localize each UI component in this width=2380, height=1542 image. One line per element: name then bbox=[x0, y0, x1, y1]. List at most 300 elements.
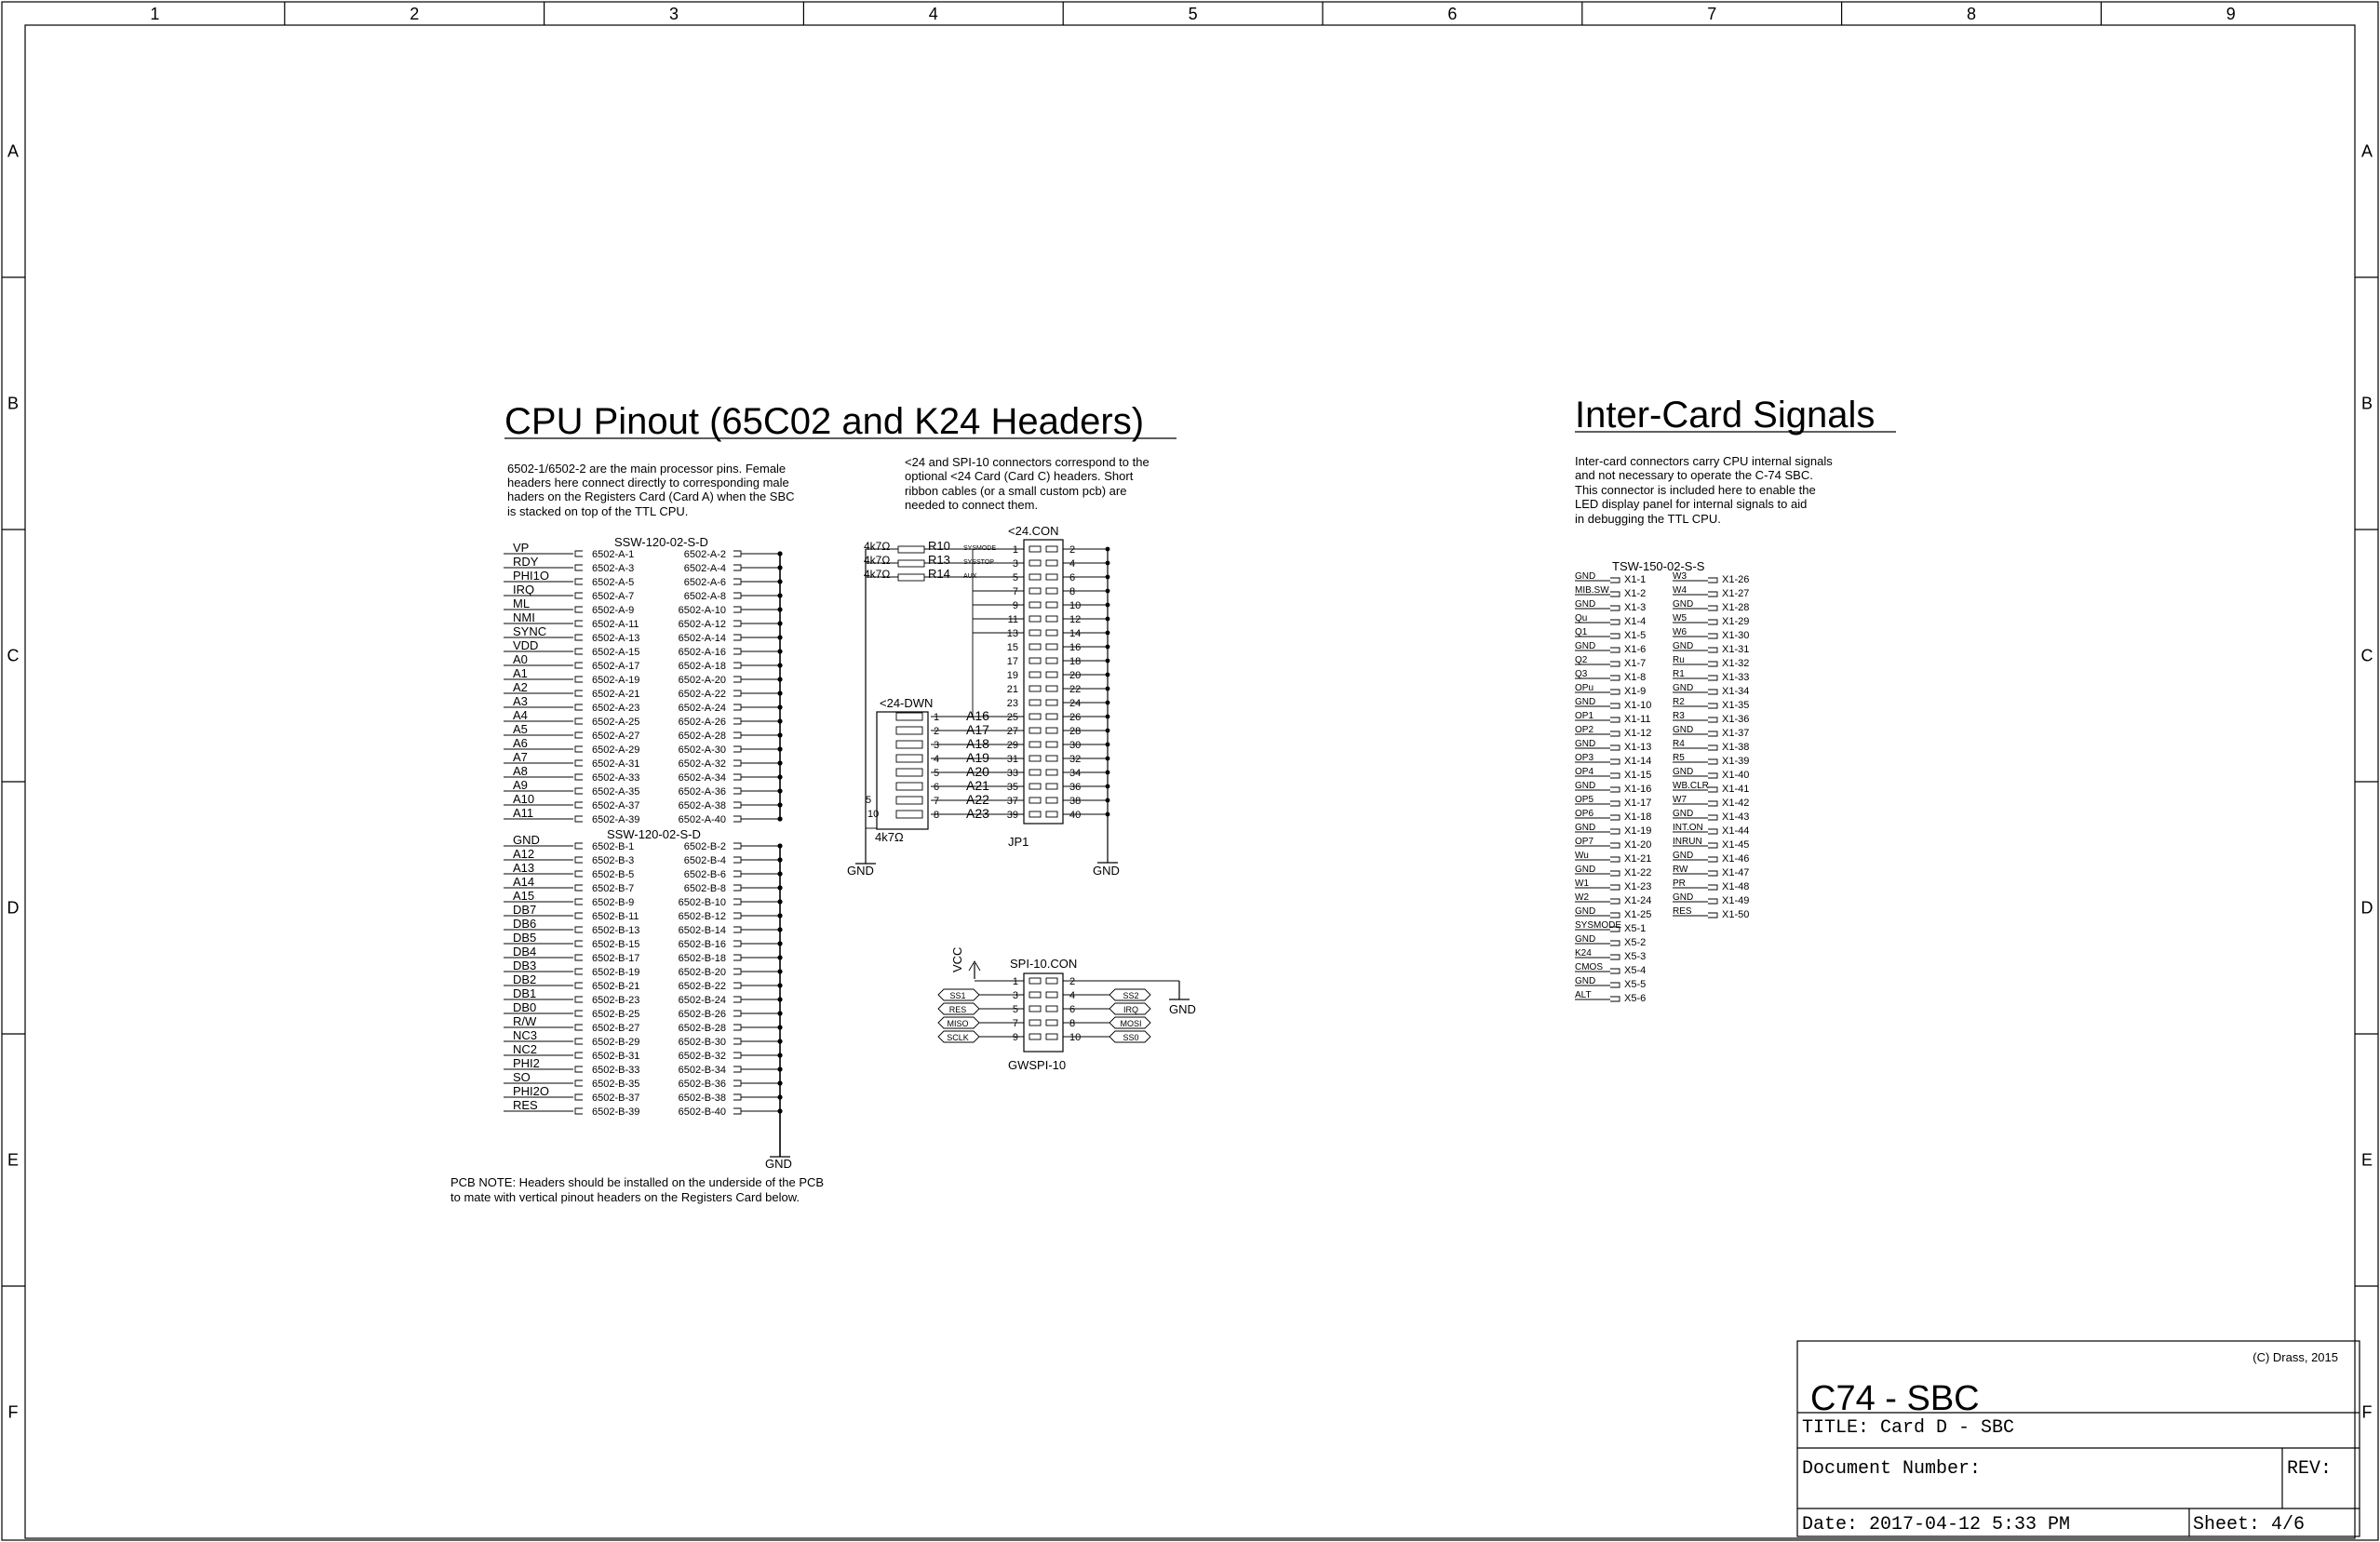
pin-number: 4 bbox=[1069, 990, 1076, 1001]
port-arrow bbox=[575, 1025, 583, 1030]
dwn-extra-pin: 5 bbox=[866, 795, 872, 806]
pin-number: 34 bbox=[1069, 768, 1082, 779]
signal-label: SYSMODE bbox=[1575, 920, 1622, 931]
port-arrow bbox=[1708, 857, 1717, 862]
resistor-body bbox=[898, 560, 924, 567]
port-arrow bbox=[575, 732, 583, 738]
port-arrow bbox=[1708, 606, 1717, 610]
junction-dot bbox=[777, 621, 782, 625]
pin-socket bbox=[1046, 658, 1057, 664]
outer-border bbox=[2, 2, 2378, 1540]
vcc-label: VCC bbox=[950, 946, 964, 972]
pin-socket bbox=[1029, 798, 1041, 803]
port-arrow bbox=[733, 704, 741, 710]
resistor-body bbox=[896, 755, 922, 762]
port-arrow bbox=[575, 607, 583, 612]
port-arrow bbox=[1610, 717, 1620, 722]
pin-number: 9 bbox=[1012, 1032, 1018, 1043]
address-label: A17 bbox=[966, 722, 989, 737]
pin-socket bbox=[1029, 1020, 1041, 1026]
port-arrow bbox=[733, 899, 741, 905]
pin-number: 3 bbox=[934, 740, 940, 751]
port-arrow bbox=[733, 635, 741, 640]
signal-label: R5 bbox=[1673, 753, 1685, 763]
signal-label: OP1 bbox=[1575, 711, 1594, 721]
port-arrow bbox=[575, 551, 583, 556]
inter-title: Inter-Card Signals bbox=[1575, 395, 1876, 436]
port-arrow bbox=[1708, 885, 1717, 890]
pcb-note-line: to mate with vertical pinout headers on the Registers Card below. bbox=[450, 1190, 800, 1204]
signal-label: GND bbox=[1575, 906, 1596, 917]
pin-label: 6502-A-12 bbox=[678, 619, 726, 630]
pin-label: 6502-A-5 bbox=[592, 577, 635, 588]
cpu-note-line: is stacked on top of the TTL CPU. bbox=[507, 504, 689, 518]
pin-number: 8 bbox=[1069, 586, 1076, 597]
signal-label: GND bbox=[1673, 851, 1694, 861]
pin-number: 13 bbox=[1006, 628, 1018, 639]
pin-socket bbox=[1029, 616, 1041, 622]
pin-number: 4 bbox=[934, 754, 940, 765]
signal-label: A1 bbox=[513, 666, 528, 680]
pin-label: 6502-A-16 bbox=[678, 647, 726, 658]
address-label: A18 bbox=[966, 736, 989, 751]
port-arrow bbox=[575, 718, 583, 724]
pin-socket bbox=[1046, 546, 1057, 552]
signal-label: R1 bbox=[1673, 669, 1685, 679]
pin-label: X5-6 bbox=[1624, 993, 1647, 1004]
pin-label: 6502-B-37 bbox=[592, 1093, 640, 1104]
inter-part: TSW-150-02-S-S bbox=[1612, 559, 1705, 573]
signal-label: OP5 bbox=[1575, 795, 1594, 805]
pin-label: 6502-B-24 bbox=[678, 995, 726, 1006]
port-arrow bbox=[733, 1025, 741, 1030]
pin-socket bbox=[1029, 756, 1041, 761]
header-6502-b bbox=[504, 833, 790, 1157]
port-arrow bbox=[575, 997, 583, 1002]
signal-label: OP7 bbox=[1575, 837, 1594, 847]
port-arrow bbox=[733, 885, 741, 891]
pin-number: 16 bbox=[1069, 642, 1082, 653]
pin-number: 3 bbox=[1012, 990, 1018, 1001]
pin-socket bbox=[1029, 574, 1041, 580]
signal-label: Q3 bbox=[1575, 669, 1588, 679]
pin-label: 6502-A-30 bbox=[678, 744, 726, 756]
junction-dot bbox=[777, 1094, 782, 1099]
signal-label: A2 bbox=[513, 680, 528, 694]
port-arrow bbox=[733, 760, 741, 766]
signal-label: RDY bbox=[513, 555, 539, 569]
pin-label: 6502-A-1 bbox=[592, 549, 635, 560]
signal-label: GND bbox=[1673, 892, 1694, 903]
port-arrow bbox=[575, 1094, 583, 1100]
address-label: A16 bbox=[966, 708, 989, 723]
signal-label: DB2 bbox=[513, 972, 537, 986]
pin-label: X1-29 bbox=[1722, 616, 1750, 627]
signal-label: Wu bbox=[1575, 851, 1589, 861]
port-arrow bbox=[1610, 634, 1620, 638]
pin-label: X1-50 bbox=[1722, 909, 1750, 920]
net-label: SYSMODE bbox=[963, 545, 997, 552]
signal-label: W1 bbox=[1575, 878, 1589, 889]
pin-socket bbox=[1046, 714, 1057, 719]
resistor-body bbox=[896, 727, 922, 734]
inner-border bbox=[25, 25, 2355, 1538]
pin-label: 6502-A-8 bbox=[683, 591, 726, 602]
pin-number: 11 bbox=[1007, 614, 1018, 625]
port-arrow bbox=[733, 1053, 741, 1058]
signal-label: SYNC bbox=[513, 624, 547, 638]
port-arrow bbox=[1708, 913, 1717, 918]
resistor-body bbox=[896, 713, 922, 720]
signal-label: GND bbox=[1673, 767, 1694, 777]
signal-label: R4 bbox=[1673, 739, 1685, 749]
signal-label: R2 bbox=[1673, 697, 1685, 707]
port-arrow bbox=[575, 746, 583, 752]
signal-label: IRQ bbox=[513, 583, 535, 597]
signal-label: INT.ON bbox=[1673, 823, 1703, 833]
signal-label: RES bbox=[1673, 906, 1692, 917]
pin-label: 6502-B-10 bbox=[678, 897, 726, 908]
pin-label: X1-41 bbox=[1722, 784, 1750, 795]
column-label: 2 bbox=[410, 5, 420, 23]
port-arrow bbox=[1610, 606, 1620, 610]
junction-dot bbox=[777, 997, 782, 1001]
port-arrow bbox=[575, 691, 583, 696]
port-arrow bbox=[575, 899, 583, 905]
pin-number: 12 bbox=[1069, 614, 1082, 625]
pin-label: 6502-B-8 bbox=[683, 883, 726, 894]
signal-label: VDD bbox=[513, 638, 539, 652]
pin-number: 2 bbox=[1069, 976, 1076, 987]
port-arrow bbox=[733, 718, 741, 724]
port-arrow bbox=[733, 579, 741, 584]
pin-label: 6502-B-14 bbox=[678, 925, 726, 936]
pin-label: 6502-B-29 bbox=[592, 1037, 640, 1048]
junction-dot bbox=[777, 983, 782, 987]
pin-label: 6502-A-17 bbox=[592, 661, 640, 672]
pin-label: 6502-A-15 bbox=[592, 647, 640, 658]
port-arrow bbox=[575, 927, 583, 932]
signal-label: A8 bbox=[513, 764, 528, 778]
signal-label: GND bbox=[1575, 739, 1596, 749]
port-arrow bbox=[1708, 899, 1717, 904]
pin-socket bbox=[1046, 644, 1057, 650]
junction-dot bbox=[777, 1066, 782, 1071]
pin-label: 6502-B-3 bbox=[592, 855, 635, 866]
k24-note-line: needed to connect them. bbox=[905, 498, 1039, 512]
signal-label: VP bbox=[513, 541, 530, 555]
gnd-symbol-label: GND bbox=[1093, 864, 1120, 878]
address-label: A23 bbox=[966, 806, 989, 821]
pin-label: 6502-A-2 bbox=[683, 549, 726, 560]
signal-label: OP6 bbox=[1575, 809, 1594, 819]
pin-label: X1-26 bbox=[1722, 574, 1750, 585]
pin-label: 6502-A-36 bbox=[678, 786, 726, 798]
port-arrow bbox=[575, 593, 583, 598]
resistor-body bbox=[896, 811, 922, 818]
port-arrow bbox=[1708, 871, 1717, 876]
pin-label: X1-3 bbox=[1624, 602, 1647, 613]
port-arrow bbox=[575, 579, 583, 584]
port-arrow bbox=[1610, 648, 1620, 652]
pin-label: 6502-A-39 bbox=[592, 814, 640, 825]
port-arrow bbox=[1610, 690, 1620, 694]
pin-number: 38 bbox=[1069, 796, 1082, 807]
pin-number: 3 bbox=[1012, 558, 1018, 570]
signal-label: A13 bbox=[513, 861, 535, 875]
pin-label: X1-2 bbox=[1624, 588, 1647, 599]
pin-label: X1-43 bbox=[1722, 811, 1750, 823]
port-arrow bbox=[733, 1039, 741, 1044]
port-arrow bbox=[575, 1011, 583, 1016]
header-b-part: SSW-120-02-S-D bbox=[607, 827, 701, 841]
row-label: D bbox=[2360, 898, 2373, 918]
port-arrow bbox=[575, 969, 583, 974]
port-arrow bbox=[733, 927, 741, 932]
header-a-part: SSW-120-02-S-D bbox=[614, 535, 708, 549]
pin-label: 6502-B-15 bbox=[592, 939, 640, 950]
port-arrow bbox=[575, 913, 583, 918]
port-arrow bbox=[575, 704, 583, 710]
port-arrow bbox=[1610, 941, 1620, 945]
port-arrow bbox=[1708, 843, 1717, 848]
pin-label: 6502-B-27 bbox=[592, 1023, 640, 1034]
row-label: E bbox=[2360, 1150, 2373, 1170]
port-arrow bbox=[575, 857, 583, 863]
port-arrow bbox=[1708, 731, 1717, 736]
port-arrow bbox=[733, 551, 741, 556]
spi-part: GWSPI-10 bbox=[1008, 1058, 1067, 1072]
port-arrow bbox=[575, 955, 583, 960]
row-label: E bbox=[7, 1150, 20, 1170]
signal-label: GND bbox=[1575, 641, 1596, 651]
signal-label: GND bbox=[513, 833, 540, 847]
pin-label: 6502-A-10 bbox=[678, 605, 726, 616]
signal-label: A12 bbox=[513, 847, 535, 861]
junction-dot bbox=[777, 704, 782, 709]
junction-dot bbox=[777, 871, 782, 876]
pcb-note-line: PCB NOTE: Headers should be installed on the underside of the PCB bbox=[450, 1175, 825, 1189]
port-arrow bbox=[1610, 759, 1620, 764]
pin-number: 15 bbox=[1006, 642, 1018, 653]
port-arrow bbox=[733, 857, 741, 863]
pin-number: 4 bbox=[1069, 558, 1076, 570]
row-label: A bbox=[7, 141, 20, 161]
junction-dot bbox=[777, 788, 782, 793]
pin-label: X1-8 bbox=[1624, 672, 1647, 683]
pin-number: 35 bbox=[1006, 782, 1018, 793]
signal-label: PR bbox=[1673, 878, 1686, 889]
junction-dot bbox=[777, 746, 782, 751]
pin-label: 6502-B-21 bbox=[592, 981, 640, 992]
port-arrow bbox=[1708, 759, 1717, 764]
signal-label: CMOS bbox=[1575, 962, 1603, 972]
pin-label: 6502-A-28 bbox=[678, 731, 726, 742]
junction-dot bbox=[777, 802, 782, 807]
pin-socket bbox=[1029, 784, 1041, 789]
signal-label: DB3 bbox=[513, 959, 537, 972]
pin-number: 19 bbox=[1006, 670, 1018, 681]
pin-label: 6502-B-33 bbox=[592, 1065, 640, 1076]
pin-label: 6502-A-24 bbox=[678, 703, 726, 714]
junction-dot bbox=[777, 885, 782, 890]
pin-label: 6502-B-32 bbox=[678, 1051, 726, 1062]
signal-label: DB0 bbox=[513, 1000, 537, 1014]
pin-number: 5 bbox=[1012, 572, 1018, 583]
pin-socket bbox=[1046, 811, 1057, 817]
port-arrow bbox=[733, 621, 741, 626]
port-arrow bbox=[1708, 787, 1717, 792]
port-arrow bbox=[733, 663, 741, 668]
pin-label: X1-25 bbox=[1624, 909, 1652, 920]
row-label: A bbox=[2360, 141, 2373, 161]
port-label: SCLK bbox=[947, 1033, 969, 1042]
pin-number: 1 bbox=[934, 712, 940, 723]
pin-label: X1-42 bbox=[1722, 798, 1750, 809]
pin-number: 2 bbox=[934, 726, 940, 737]
junction-dot bbox=[777, 551, 782, 556]
signal-label: A5 bbox=[513, 722, 528, 736]
resistor-ref: R14 bbox=[928, 567, 950, 581]
pin-label: 6502-B-36 bbox=[678, 1079, 726, 1090]
resistor-body bbox=[898, 574, 924, 581]
column-label: 7 bbox=[1707, 5, 1717, 23]
pin-label: X1-10 bbox=[1624, 700, 1652, 711]
port-arrow bbox=[575, 635, 583, 640]
pin-label: 6502-A-35 bbox=[592, 786, 640, 798]
pin-number: 23 bbox=[1006, 698, 1018, 709]
pin-number: 18 bbox=[1069, 656, 1082, 667]
row-label: B bbox=[7, 394, 20, 413]
pin-label: X1-35 bbox=[1722, 700, 1750, 711]
port-arrow bbox=[733, 997, 741, 1002]
port-arrow bbox=[1708, 717, 1717, 722]
signal-label: GND bbox=[1575, 571, 1596, 582]
resistor-ref: R13 bbox=[928, 553, 950, 567]
signal-label: GND bbox=[1673, 641, 1694, 651]
pin-socket bbox=[1029, 588, 1041, 594]
port-arrow bbox=[1610, 885, 1620, 890]
port-arrow bbox=[1708, 648, 1717, 652]
pin-label: 6502-B-16 bbox=[678, 939, 726, 950]
pin-socket bbox=[1029, 560, 1041, 566]
port-arrow bbox=[575, 843, 583, 849]
pin-socket bbox=[1046, 602, 1057, 608]
port-arrow bbox=[575, 983, 583, 988]
port-arrow bbox=[1610, 704, 1620, 708]
column-label: 4 bbox=[928, 5, 938, 23]
signal-label: GND bbox=[1575, 976, 1596, 986]
spi-gnd-label: GND bbox=[1169, 1002, 1196, 1016]
signal-label: RW bbox=[1673, 865, 1688, 875]
address-label: A19 bbox=[966, 750, 989, 765]
port-arrow bbox=[1610, 829, 1620, 834]
port-arrow bbox=[1708, 704, 1717, 708]
signal-label: A7 bbox=[513, 750, 528, 764]
pin-label: 6502-B-38 bbox=[678, 1093, 726, 1104]
port-arrow bbox=[575, 1066, 583, 1072]
signal-label: RES bbox=[513, 1098, 538, 1112]
port-arrow bbox=[575, 871, 583, 877]
pin-socket bbox=[1029, 770, 1041, 775]
resistor-value: 4k7Ω bbox=[864, 540, 891, 553]
pin-socket bbox=[1046, 1020, 1057, 1026]
port-arrow bbox=[575, 802, 583, 808]
pin-socket bbox=[1046, 770, 1057, 775]
pin-label: X1-13 bbox=[1624, 742, 1652, 753]
port-arrow bbox=[1708, 634, 1717, 638]
pin-label: X1-30 bbox=[1722, 630, 1750, 641]
pin-label: 6502-B-26 bbox=[678, 1009, 726, 1020]
port-arrow bbox=[1610, 578, 1620, 583]
port-arrow bbox=[1610, 969, 1620, 973]
port-label: SS1 bbox=[949, 991, 966, 1000]
pin-number: 8 bbox=[1069, 1018, 1076, 1029]
k24-note-line: optional <24 Card (Card C) headers. Short bbox=[905, 469, 1134, 483]
pin-label: X1-45 bbox=[1722, 839, 1750, 851]
junction-dot bbox=[777, 760, 782, 765]
port-arrow bbox=[1708, 690, 1717, 694]
title-block bbox=[1797, 1341, 2360, 1536]
port-arrow bbox=[1708, 620, 1717, 624]
pin-label: 6502-A-14 bbox=[678, 633, 726, 644]
k24-connector-body bbox=[1024, 540, 1063, 824]
pin-label: X1-11 bbox=[1624, 714, 1651, 725]
pin-label: 6502-B-35 bbox=[592, 1079, 640, 1090]
port-arrow bbox=[733, 774, 741, 780]
pin-label: 6502-B-12 bbox=[678, 911, 726, 922]
port-arrow bbox=[1610, 843, 1620, 848]
port-arrow bbox=[733, 1011, 741, 1016]
pin-number: 7 bbox=[934, 796, 940, 807]
port-arrow bbox=[575, 760, 583, 766]
pin-label: X1-39 bbox=[1722, 756, 1750, 767]
pin-label: 6502-A-23 bbox=[592, 703, 640, 714]
pin-number: 31 bbox=[1006, 754, 1018, 765]
inter-note-line: in debugging the TTL CPU. bbox=[1575, 512, 1721, 526]
pin-number: 5 bbox=[934, 768, 940, 779]
pin-label: 6502-B-31 bbox=[592, 1051, 640, 1062]
pin-label: 6502-A-18 bbox=[678, 661, 726, 672]
junction-dot bbox=[777, 927, 782, 932]
net-label: SYSSTOP bbox=[963, 559, 994, 566]
port-arrow bbox=[1708, 815, 1717, 820]
pin-socket bbox=[1046, 616, 1057, 622]
header-6502-a bbox=[504, 541, 783, 825]
signal-label: INRUN bbox=[1673, 837, 1702, 847]
pin-label: X1-24 bbox=[1624, 895, 1652, 906]
port-arrow bbox=[1610, 913, 1620, 918]
junction-dot bbox=[777, 677, 782, 681]
row-label: B bbox=[2360, 394, 2373, 413]
k24-note-line: <24 and SPI-10 connectors correspond to the bbox=[905, 455, 1150, 469]
pin-label: 6502-A-33 bbox=[592, 772, 640, 784]
port-arrow bbox=[575, 1053, 583, 1058]
junction-dot bbox=[777, 969, 782, 973]
port-arrow bbox=[733, 746, 741, 752]
pin-label: 6502-A-31 bbox=[592, 758, 640, 770]
port-arrow bbox=[575, 1039, 583, 1044]
signal-label: A4 bbox=[513, 708, 528, 722]
port-arrow bbox=[733, 913, 741, 918]
signal-label: W4 bbox=[1673, 585, 1687, 596]
port-arrow bbox=[575, 1108, 583, 1114]
junction-dot bbox=[777, 718, 782, 723]
junction-dot bbox=[777, 593, 782, 597]
pin-label: 6502-A-40 bbox=[678, 814, 726, 825]
pin-number: 20 bbox=[1069, 670, 1082, 681]
cpu-note-line: haders on the Registers Card (Card A) when the SBC bbox=[507, 489, 795, 503]
